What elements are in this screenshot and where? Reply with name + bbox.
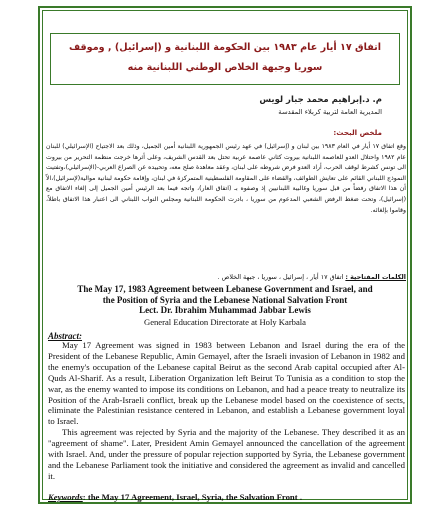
english-keywords	[48, 492, 405, 502]
arabic-title: اتفاق ١٧ أيار عام ١٩٨٣ بين الحكومة اللبنانية و (إسرائيل) , وموقف سوريا وجبهة الخلاص الوطني اللبنانية منه	[68, 42, 382, 73]
arabic-affiliation: المديرية العامة لتربية كربلاء المقدسة	[278, 108, 382, 116]
english-keywords-list: : the May 17 Agreement, Israel, Syria, the Salvation Front .	[82, 492, 303, 502]
english-abstract-paragraph-1: May 17 Agreement was signed in 1983 between Lebanon and Israel during the era of the President of the Lebanese Republic, Amin Gemayel, after the Israeli invasion of Lebanon in 1982 and the enemy's occupation of the Lebanese capital Beirut as the second Arab capital occupied after Al-Quds Al-Sharif. As a result, Liberation Organization left Beirut To Tunisia as a condition to stop the war, as the enemy wanted to impose its conditions on Lebanon, and had a peace treaty to neutralize its Position of the Arab-Israeli conflict, break up the Lebanese model based on the coexistence of sects, eliminate the Palestinian resistance centered in Lebanon, and establish a Lebanese government loyal to Israel.	[48, 340, 405, 427]
english-abstract-text	[48, 340, 405, 482]
arabic-keywords	[46, 272, 406, 282]
english-title-line-2: the Position of Syria and the Lebanese National Salvation Front	[102, 294, 348, 305]
english-author-name: Lect. Dr. Ibrahim Muhammad Jabbar Lewis	[139, 305, 311, 316]
english-abstract-heading: Abstract:	[48, 331, 83, 341]
arabic-author-block	[259, 94, 382, 118]
english-title-line-1: The May 17, 1983 Agreement between Lebanese Government and Israel, and	[77, 284, 373, 294]
english-keywords-label: Keywords	[48, 492, 83, 502]
arabic-abstract-heading: ملخص البحث:	[333, 128, 382, 137]
arabic-title-box	[50, 33, 400, 85]
arabic-abstract-text: وقع اتفاق ١٧ أيار في العام ١٩٨٣ بين لبنان و (إسرائيل) في عهد رئيس الجمهورية اللبنانية أمين الجميل، وذلك بعد الاجتياح (الإسرائيلي) للبنان عام ١٩٨٢ واحتلال العدو للعاصمة اللبنانية بيروت كثاني عاصمة عربية تحتل بعد القدس الشريف، وعلى أثرها خرجت منظمة التحرير من بيروت الى تونس كشرط لوقف الحرب، أراد العدو فرض شروطه على لبنان، وعقد معاهدة صلح معه، وتحييده عن الصراع العربي-(الإسرائيلي)،وتفتيت النموذج اللبناني القائم على تعايش الطوائف، والقضاء على المقاومة الفلسطينية المتمركزة في لبنان، وإقامة حكومة لبنانية موالية(لإسرائيل)،الاّ أن هذا الاتفاق رفضاً من قبل سوريا وغالبية اللبنانيين إذ وصفوه بـ (اتفاق العار)، واتجه فيما بعد الرئيس أمين الجميل إلى إلغاء الاتفاق مع (إسرائيل)، وتحت ضغط الرفض الشعبي المدعوم من سوريا ، بادرت الحكومة اللبنانية ومجلس النواب اللبناني الى اعتبار هذا الاتفاق باطلاً، وقاموا بإلغائه.	[46, 143, 406, 214]
english-affiliation: General Education Directorate at Holy Karbala	[143, 317, 306, 327]
english-abstract-paragraph-2: This agreement was rejected by Syria and the majority of the Lebanese. They described it as an "agreement of shame". Later, President Amin Gemayel announced the cancellation of the agreement with Israel. And, under the pressure of popular rejection supported by Syria, the Lebanese government and the Lebanese Parliament took the initiative and considered the agreement as invalid and cancelled it.	[48, 427, 405, 481]
english-title	[48, 284, 402, 316]
arabic-author-name: م. د.إبراهيم محمد جبار لويس	[259, 95, 382, 105]
arabic-keywords-list: اتفاق ١٧ أيار ، إسرائيل ، سوريا ، جبهة الخلاص .	[217, 273, 344, 281]
arabic-keywords-label: الكلمات المفتاحية :	[345, 273, 406, 281]
